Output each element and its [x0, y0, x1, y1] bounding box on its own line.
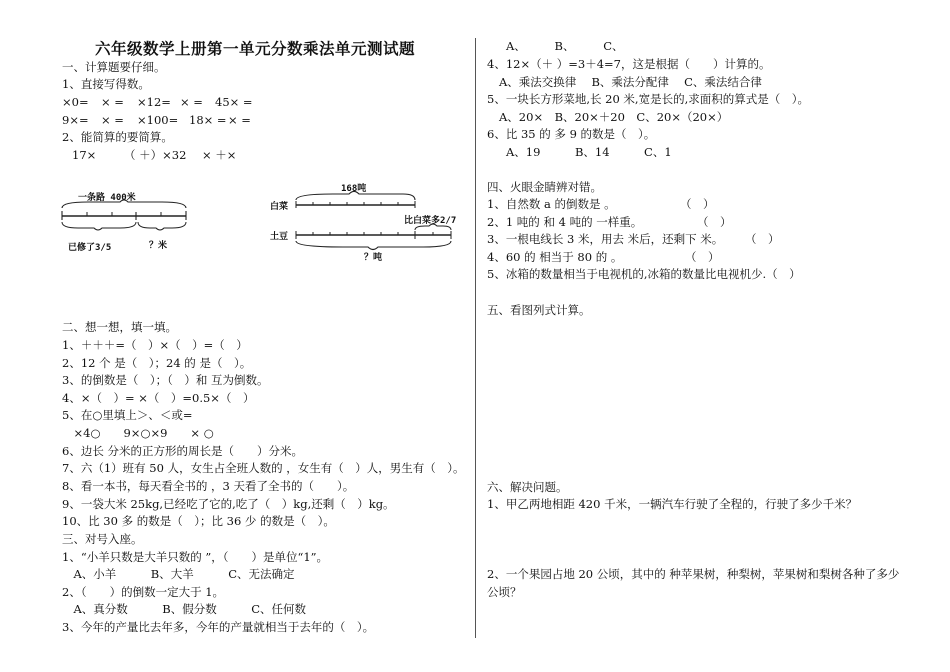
fill-item: 2、12 个 是（ ）；24 的 是（ ）。 [62, 356, 252, 370]
calc-item: ×0= [62, 95, 89, 109]
choice-item: 5、一块长方形菜地,长 20 米,宽是长的,求面积的算式是（ ）。 [487, 92, 809, 106]
question-simplify: 2、能简算的要简算。 [62, 130, 173, 144]
diagram-potato-unknown-label: ？吨 [364, 253, 383, 263]
fill-item: 3、的倒数是（ ）；（ ）和 互为倒数。 [62, 373, 269, 387]
choice-item: 4、12×（＋ ）=3＋4=7，这是根据（ ）计算的。 [487, 57, 771, 71]
simplify-item: （ ＋）×32 [124, 148, 187, 162]
section-1-heading: 一、计算题要仔细。 [62, 60, 166, 74]
section-3-heading: 三、对号入座。 [62, 532, 143, 546]
simplify-item: 17× [72, 148, 97, 162]
fill-item: 8、看一本书，每天看全书的 ，3 天看了全书的（ ）。 [62, 479, 355, 493]
word-problem-continued: 公顷？ [487, 585, 522, 599]
diagram-road-unknown-label: ？米 [149, 241, 168, 251]
simplify-item: × ＋× [202, 148, 237, 162]
section-4-heading: 四、火眼金睛辨对错。 [487, 180, 602, 194]
fill-item: 6、边长 分米的正方形的周长是（ ）分米。 [62, 444, 303, 458]
calc-item: × = [101, 113, 124, 127]
diagram-road-line [58, 198, 198, 238]
column-divider [475, 38, 476, 638]
diagram-more-note: 比白菜多2/7 [404, 216, 457, 226]
true-false-item: 2、1 吨的 和 4 吨的 一样重。 [487, 215, 643, 229]
choice-options: A、真分数 B、假分数 C、任何数 [62, 602, 307, 616]
diagram-road-total-label: 一条路 400米 [78, 193, 136, 203]
fill-item: 1、＋＋＋=（ ）×（ ）=（ ） [62, 338, 248, 352]
calc-item: 45× = [215, 95, 253, 109]
answer-bracket: （ ） [697, 215, 732, 229]
true-false-item: 4、60 的 相当于 80 的 。 [487, 250, 623, 264]
word-problem: 1、甲乙两地相距 420 千米，一辆汽车行驶了全程的，行驶了多少千米？ [487, 497, 858, 511]
choice-options: A、19 B、14 C、1 [506, 145, 672, 159]
fill-item: 7、六（1）班有 50 人，女生占全班人数的 ，女生有（ ）人，男生有（ ）。 [62, 461, 465, 475]
diagram-potato-label: 土豆 [270, 232, 289, 242]
choice-options: A、 B、 C、 [506, 39, 624, 53]
choice-item: 1、“小羊只数是大羊只数的 ”，（ ）是单位“1”。 [62, 550, 329, 564]
calc-item: × = [101, 95, 124, 109]
choice-options: A、20× B、20×＋20 C、20×（20×） [499, 110, 729, 124]
section-2-heading: 二、想一想，填一填。 [62, 320, 177, 334]
true-false-item: 5、冰箱的数量相当于电视机的,冰箱的数量比电视机少.（ ） [487, 267, 801, 281]
calc-item: 9×= [62, 113, 89, 127]
page-title: 六年级数学上册第一单元分数乘法单元测试题 [95, 40, 416, 58]
fill-item: ×4○ 9×○×9 × ○ [62, 426, 214, 440]
choice-item: 6、比 35 的 多 9 的数是（ ）。 [487, 127, 656, 141]
fill-item: 5、在○里填上＞、＜或= [62, 408, 193, 422]
choice-options: A、乘法交换律 B、乘法分配律 C、乘法结合律 [499, 75, 762, 89]
calc-item: ×12= [137, 95, 171, 109]
diagram-road-built-label: 已修了3/5 [68, 243, 112, 253]
diagram-cabbage-label: 白菜 [270, 202, 289, 212]
calc-item: × = [228, 113, 251, 127]
choice-item: 2、（ ）的倒数一定大于 1。 [62, 585, 225, 599]
answer-bracket: （ ） [745, 232, 780, 246]
true-false-item: 3、一根电线长 3 米，用去 米后，还剩下 米。 [487, 232, 724, 246]
fill-item: 9、一袋大米 25kg,已经吃了它的,吃了（ ）kg,还剩（ ）kg。 [62, 497, 395, 511]
section-5-heading: 五、看图列式计算。 [487, 303, 591, 317]
true-false-item: 1、自然数 a 的倒数是 。 [487, 197, 616, 211]
section-6-heading: 六、解决问题。 [487, 480, 568, 494]
choice-item: 3、今年的产量比去年多，今年的产量就相当于去年的（ ）。 [62, 620, 375, 634]
calc-item: ×100= [137, 113, 179, 127]
calc-item: × = [180, 95, 203, 109]
question-direct-calc: 1、直接写得数。 [62, 77, 150, 91]
diagram-cabbage-potato-lines [293, 188, 463, 258]
word-problem: 2、一个果园占地 20 公顷，其中的 种苹果树，种梨树，苹果树和梨树各种了多少 [487, 567, 900, 581]
answer-bracket: （ ） [685, 250, 720, 264]
calc-item: 18× = [189, 113, 227, 127]
fill-item: 10、比 30 多 的数是（ ）；比 36 少 的数是（ ）。 [62, 514, 335, 528]
fill-item: 4、×（ ）= ×（ ）=0.5×（ ） [62, 391, 255, 405]
diagram-cabbage-total-label: 168吨 [341, 184, 367, 194]
answer-bracket: （ ） [680, 197, 715, 211]
choice-options: A、小羊 B、大羊 C、无法确定 [62, 567, 295, 581]
